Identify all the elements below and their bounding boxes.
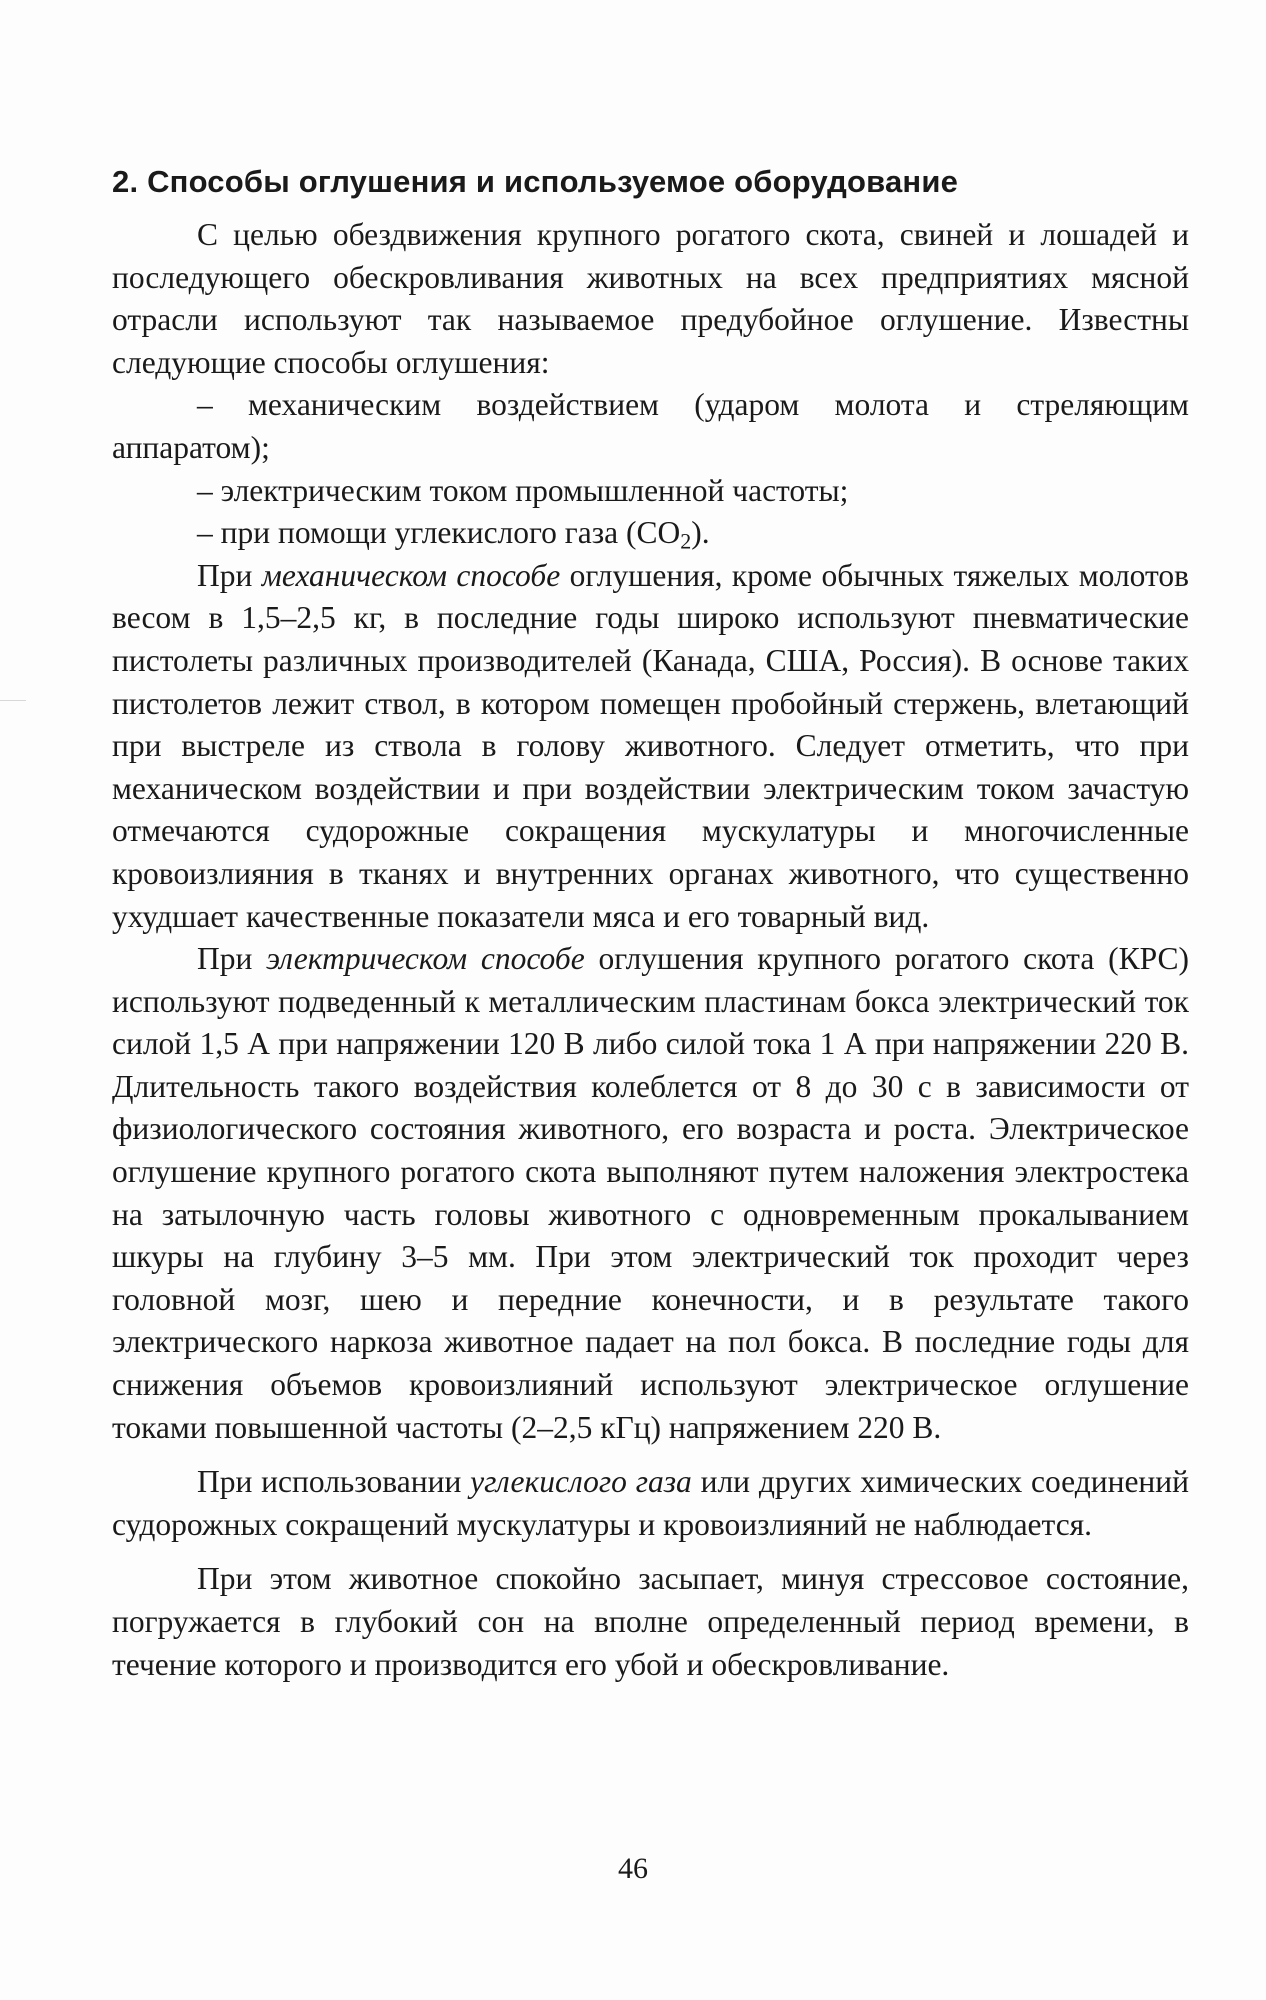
list-item-electric: – электрическим током промышленной частоты; [197, 472, 849, 508]
section-heading: 2. Способы оглушения и используемое оборудование [112, 164, 959, 199]
paragraph-lead: При [197, 941, 267, 977]
page-number: 46 [618, 1852, 648, 1885]
paragraph-conclusion: При этом животное спокойно засыпает, минуя стрессовое состояние, погружается в глубокий сон на вполне определенный период времени, в течение которого и производится его убой и обескровливание. [112, 1561, 1189, 1682]
co2-subscript: 2 [680, 528, 692, 554]
paragraph-body: оглушения крупного рогатого скота (КРС) используют подведенный к металлическим пластинам бокса электрический ток силой 1,5 А при напряжении 120 В либо силой тока 1 А при напряжении 220 В. Длительность такого воздействия колеблется от 8 до 30 с в зависимости от физиологического состояния животного, его возраста и роста. Электрическое оглушение крупного рогатого скота выполняют путем наложения электростека на затылочную часть головы животного с одновременным прокалыванием шкуры на глубину 3–5 мм. При этом электрический ток проходит через головной мозг, шею и передние конечности, и в результате такого электрического наркоза животное падает на пол бокса. В последние годы для снижения объемов кровоизлияний используют электрическое оглушение токами повышенной частоты (2–2,5 кГц) напряжением 220 В. [112, 941, 1189, 1445]
paragraph-body: оглушения, кроме обычных тяжелых молотов весом в 1,5–2,5 кг, в последние годы широко используют пневматические пистолеты различных производителей (Канада, США, Россия). В основе таких пистолетов лежит ствол, в котором помещен пробойный стержень, влетающий при выстреле из ствола в голову животного. Следует отметить, что при механическом воздействии и при воздействии электрическим током зачастую отмечаются судорожные сокращения мускулатуры и многочисленные кровоизлияния в тканях и внутренних органах животного, что существенно ухудшает качественные показатели мяса и его товарный вид. [112, 557, 1189, 934]
paragraph-lead: При использовании [197, 1464, 471, 1500]
paragraph-lead: При [197, 557, 262, 593]
scan-margin-mark [0, 700, 26, 701]
paragraph-intro: С целью обездвижения крупного рогатого скота, свиней и лошадей и последующего обескровливания животных на всех предприятиях мясной отрасли используют так называемое предубойное оглушение. Известны следующие способы оглушения: [112, 217, 1189, 380]
list-item-co2-end: ). [691, 515, 710, 551]
list-item-co2-text: – при помощи углекислого газа (CO [197, 515, 681, 551]
italic-term-electric: электрическом способе [266, 941, 585, 977]
paragraph-body: или других химических соединений судорожных сокращений мускулатуры и кровоизлияний не наблюдается. [112, 1464, 1190, 1542]
italic-term-mechanical: механическом способе [261, 557, 561, 593]
text-column [112, 160, 1189, 1686]
list-item-mechanical: – механическим воздействием (ударом молота и стреляющим аппаратом); [112, 387, 1189, 465]
italic-term-co2: углекислого газа [470, 1464, 692, 1500]
paragraph-mechanical-method [112, 555, 1189, 938]
list-item-co2 [112, 512, 1189, 555]
paragraph-electric-method [112, 938, 1189, 1449]
paragraph-co2-method [112, 1461, 1189, 1546]
